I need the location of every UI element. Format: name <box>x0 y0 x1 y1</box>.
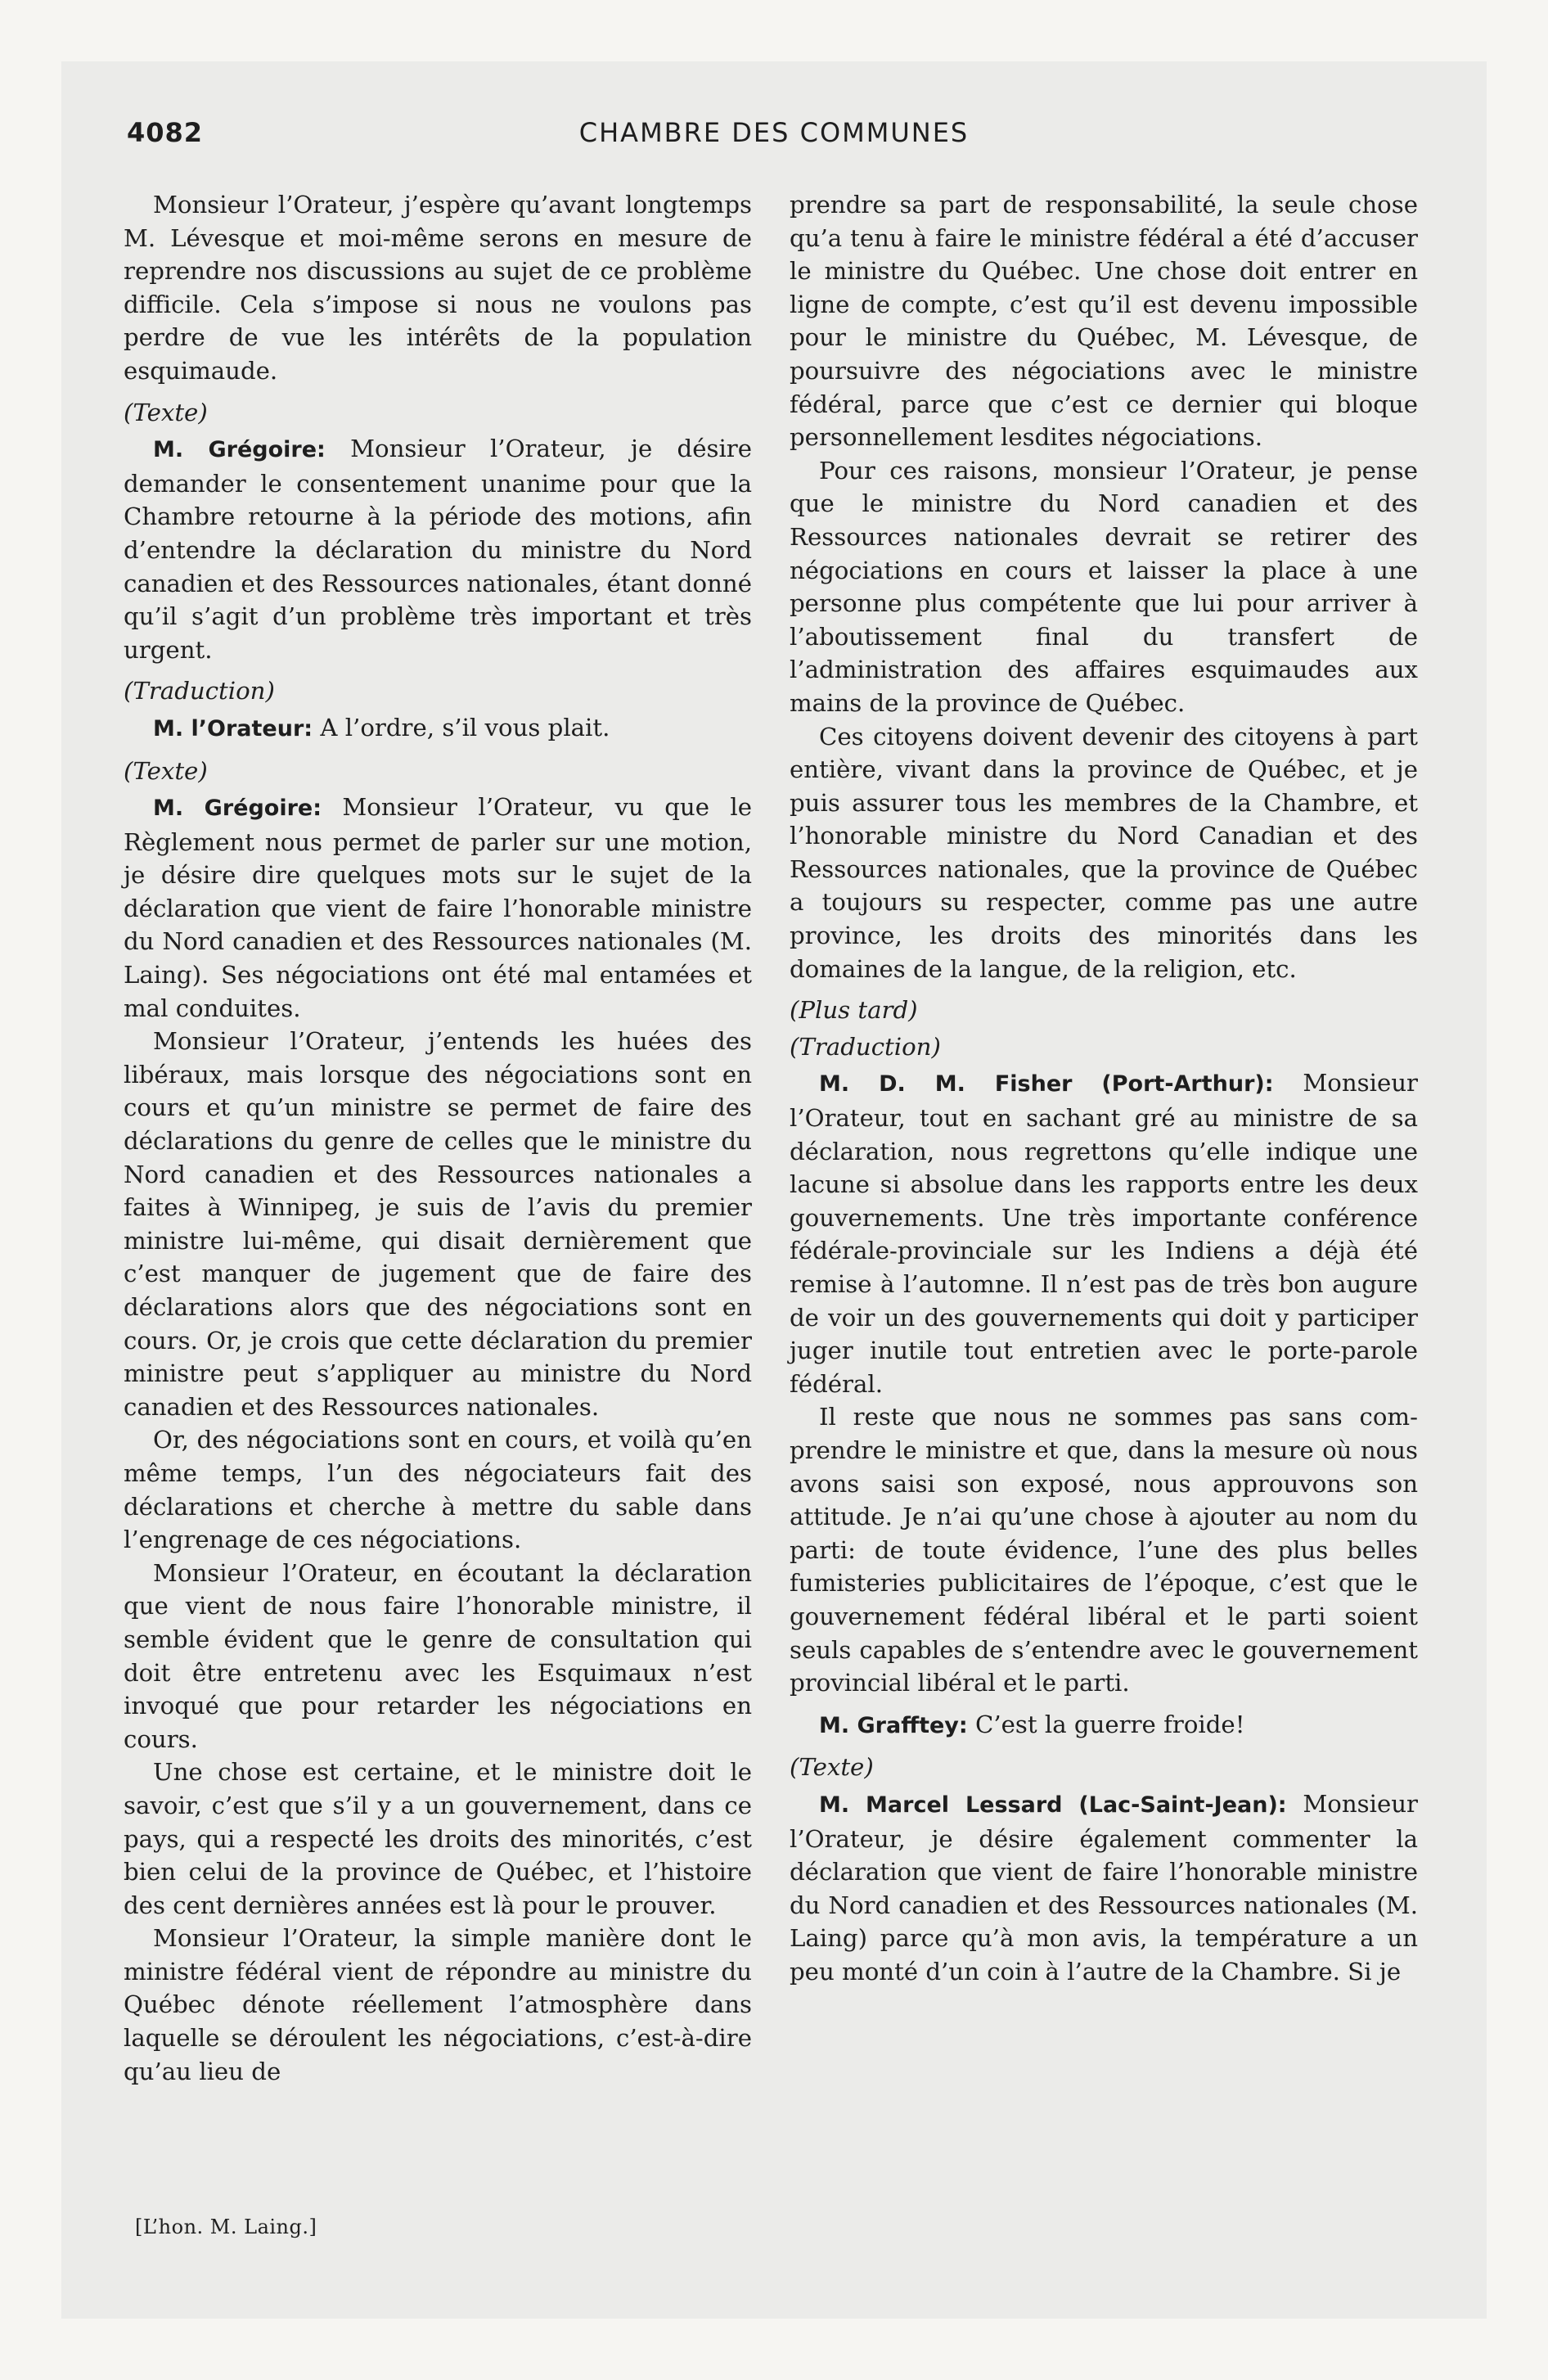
stage-direction: (Texte) <box>124 398 208 426</box>
speech <box>790 1787 1418 1989</box>
speaker-name: M. Marcel Lessard (Lac-Saint-Jean): <box>819 1792 1287 1818</box>
speech <box>790 1708 1418 1743</box>
page-scan <box>61 61 1487 2319</box>
paragraph: Monsieur l’Orateur, la simple manière dont le ministre fédéral vient de répondre au ministre du Québec dénote réellement l’atmosphère dans laquelle se déroulent les négociations, c’est-à-dire qu’au lieu de <box>124 1924 752 2085</box>
speech-text: Monsieur l’Orateur, vu que le Règlement nous permet de parler sur une motion, je désire dire quelques mots sur le sujet de la déclaration que vient de faire l’honorable ministre du Nord canadien et des Ressources nationales (M. Laing). Ses négociations ont été mal entamées et mal conduites. <box>124 793 752 1022</box>
running-head: CHAMBRE DES COMMUNES <box>578 117 970 148</box>
speech-text: Monsieur l’Orateur, tout en sachant gré au ministre de sa déclaration, nous regrettons qu’elle indique une lacune si absolue dans les rapports entre les deux gouvernements. Une très importante conférence fédérale-provinciale sur les Indiens a déjà été remise à l’automne. Il n’est pas de très bon augure de voir un des gouvernements qui doit y participer juger inutile tout entretien avec le porte-parole fédéral. <box>790 1069 1418 1398</box>
paragraph: Monsieur l’Orateur, j’espère qu’avant longtemps M. Lévesque et moi-même serons en mesure de reprendre nos discussions au sujet de ce problème difficile. Cela s’impose si nous ne voulons pas perdre de vue les intérêts de la population esquimaude. <box>124 191 752 385</box>
speaker-name: M. Grégoire: <box>153 796 322 822</box>
speech-text: Monsieur l’Orateur, je désire également commenter la déclaration que vient de faire l’honorable ministre du Nord canadien et des Ressources nationales (M. Laing) parce qu’à mon avis, la température a un peu monté d’un coin à l’autre de la Chambre. Si je <box>790 1789 1418 1986</box>
stage-direction: (Traduction) <box>124 677 275 705</box>
paragraph: Il reste que nous ne sommes pas sans comprendre le ministre et que, dans la mesure où nous avons saisi son exposé, nous approuvons son attitude. Je n’ai qu’une chose à ajouter au nom du parti: de toute évidence, l’une des plus belles fumisteries publicitaires de l’époque, c’est que le gouvernement fédéral libéral et le parti soient seuls capables de s’entendre avec le gouvernement provincial libéral et le parti. <box>790 1403 1418 1697</box>
paragraph: Pour ces raisons, monsieur l’Orateur, je pense que le ministre du Nord canadien et des Ressources nationales devrait se retirer des négociations en cours et laisser la place à une personne plus compétente que lui pour arriver à l’aboutissement final du transfert de l’administration des affaires esquimaudes aux mains de la province de Québec. <box>790 456 1418 717</box>
left-column <box>124 188 752 2088</box>
page-header <box>127 117 1421 158</box>
speech-text: C’est la guerre froide! <box>967 1710 1245 1738</box>
paragraph: Monsieur l’Orateur, en écoutant la déclaration que vient de nous faire l’honorable ministre, il semble évident que le genre de consultation qui doit être entretenu avec les Esquimaux n’est invoqué que pour retarder les négociations en cours. <box>124 1558 752 1753</box>
stage-direction: (Plus tard) <box>790 996 918 1025</box>
paragraph: Ces citoyens doivent devenir des citoyens à part entière, vivant dans la province de Québec, et je puis assurer tous les membres de la Chambre, et l’honorable ministre du Nord Canadian et des Ressources nationales, que la province de Québec a toujours su respecter, comme pas une autre province, les droits des minorités dans les domaines de la langue, de la religion, etc. <box>790 722 1418 983</box>
speech <box>124 791 752 1025</box>
paragraph: prendre sa part de responsabilité, la seule chose qu’a tenu à faire le ministre fédéral a été d’accuser le ministre du Québec. Une chose doit entrer en ligne de compte, c’est qu’il est devenu impossible pour le ministre du Québec, M. Lévesque, de poursuivre des négociations avec le ministre fédéral, parce que c’est ce dernier qui bloque personnellement lesdites négociations. <box>790 191 1418 452</box>
stage-direction: (Texte) <box>790 1753 874 1782</box>
speech-text: Monsieur l’Orateur, je désire demander le consentement unanime pour que la Chambre retourne à la période des motions, afin d’entendre la déclaration du ministre du Nord canadien et des Ressources nationales, étant donné qu’il s’agit d’un problème très important et très urgent. <box>124 435 753 664</box>
speaker-name: M. D. M. Fisher (Port-Arthur): <box>819 1071 1274 1098</box>
speaker-name: M. Grégoire: <box>153 437 326 463</box>
page-number: 4082 <box>127 117 204 148</box>
right-column <box>790 188 1418 1988</box>
speaker-name: M. l’Orateur: <box>153 715 313 741</box>
speaker-name: M. Grafftey: <box>819 1712 968 1738</box>
paragraph: Monsieur l’Orateur, j’entends les huées des libéraux, mais lorsque des négociations sont en cours et qu’un ministre se permet de faire des déclarations du genre de celles que le ministre du Nord canadien et des Ressources nationales a faites à Winnipeg, je suis de l’avis du premier ministre lui-même, qui disait dernièrement que c’est manquer de jugement que de faire des déclarations alors que des négociations sont en cours. Or, je crois que cette déclaration du premier ministre peut s’appliquer au ministre du Nord canadien et des Ressources nationales. <box>124 1027 752 1421</box>
speech <box>124 432 752 666</box>
speech <box>124 711 752 746</box>
speech <box>790 1066 1418 1400</box>
speech-text: A l’ordre, s’il vous plait. <box>313 713 610 741</box>
paragraph: Une chose est certaine, et le ministre doit le savoir, c’est que s’il y a un gouvernement, dans ce pays, qui a respecté les droits des minorités, c’est bien celui de la province de Québec, et l’histoire des cent dernières années est là pour le prouver. <box>124 1758 752 1919</box>
stage-direction: (Traduction) <box>790 1032 941 1061</box>
stage-direction: (Texte) <box>124 756 208 785</box>
paragraph: Or, des négociations sont en cours, et voilà qu’en même temps, l’un des négociateurs fait des déclarations et cherche à mettre du sable dans l’engrenage de ces négociations. <box>124 1426 752 1554</box>
footer-note: [L’hon. M. Laing.] <box>135 2215 317 2238</box>
